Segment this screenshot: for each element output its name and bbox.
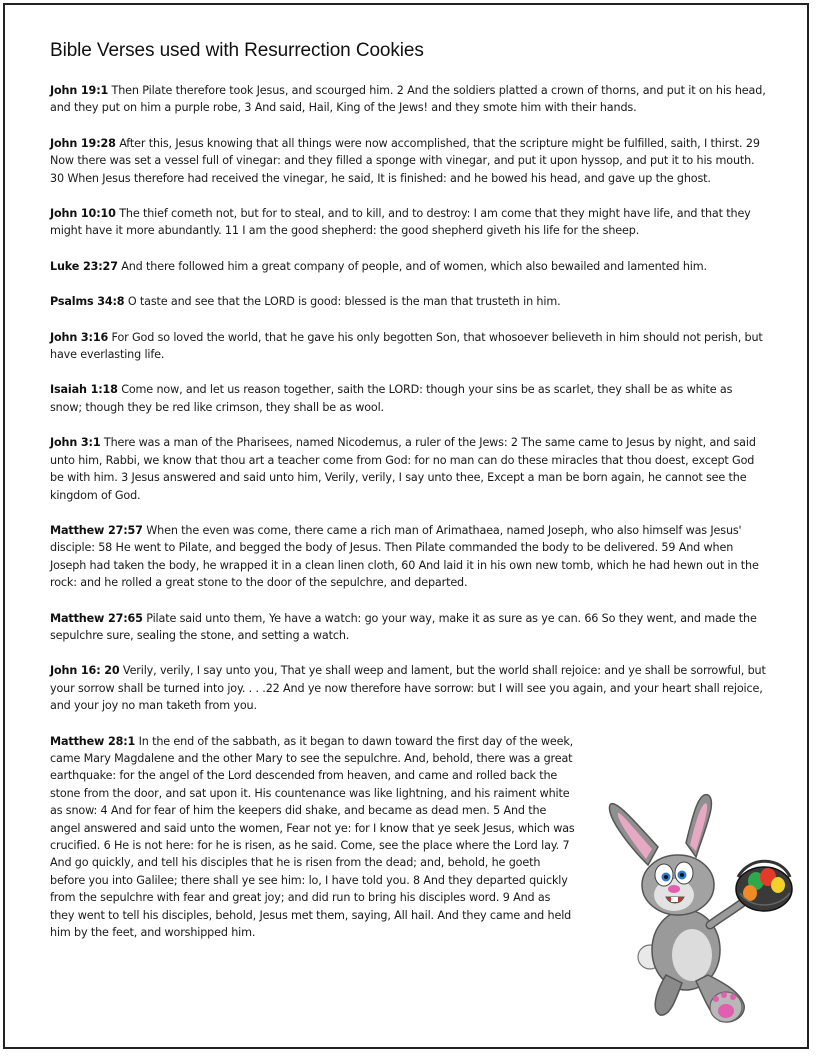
verse-isaiah-1-18 bbox=[50, 381, 766, 416]
verse-luke-23-27 bbox=[50, 258, 766, 275]
verse-reference: John 19:1 bbox=[50, 84, 109, 97]
verse-reference: John 3:1 bbox=[50, 436, 101, 450]
verse-john-19-1 bbox=[50, 82, 766, 117]
verse-text: In the end of the sabbath, as it began to dawn toward the first day of the week, came Mary Magdalene and the other Mary to see the sepulchre. And, behold, there was a great earthquake: for the angel of the Lord descended from heaven, and came and rolled back the stone from the door, and sat upon it. His countenance was like lightning, and his raiment white as snow: 4 And for fear of him the keepers did shake, and became as dead men. 5 And the angel answered and said unto the women, Fear not ye: for I know that ye seek Jesus, which was crucified. 6 He is not here: for he is risen, as he said. Come, see the place where the Lord lay. 7 And go quickly, and tell his disciples that he is risen from the dead; and, behold, he goeth before you into Galilee; there shall ye see him: lo, I have told you. 8 And they departed quickly from the sepulchre with fear and great joy; and did run to bring his disciples word. 9 And as they went to tell his disciples, behold, Jesus met them, saying, All hail. And they came and held him by the feet, and worshipped him. bbox=[50, 734, 575, 940]
verse-reference: Matthew 28:1 bbox=[50, 734, 136, 748]
verse-reference: Matthew 27:65 bbox=[50, 611, 143, 625]
verse-text: For God so loved the world, that he gave his only begotten Son, that whosoever believeth in him should not perish, but have everlasting life. bbox=[50, 330, 763, 362]
verse-john-19-28 bbox=[50, 135, 766, 187]
verse-john-10-10 bbox=[50, 205, 766, 240]
verse-reference: Luke 23:27 bbox=[50, 259, 118, 273]
verse-john-3-16 bbox=[50, 329, 766, 364]
verse-matthew-27-57 bbox=[50, 522, 766, 592]
verse-text: Come now, and let us reason together, saith the LORD: though your sins be as scarlet, they shall be as white as snow; though they be red like crimson, they shall be as wool. bbox=[50, 383, 733, 414]
verse-text: When the even was come, there came a rich man of Arimathaea, named Joseph, who also himself was Jesus' disciple: 58 He went to Pilate, and begged the body of Jesus. Then Pilate commanded the body to be delivered. 59 And when Joseph had taken the body, he wrapped it in a clean linen cloth, 60 And laid it in his own new tomb, which he had hewn out in the rock: and he rolled a great stone to the door of the sepulchre, and departed. bbox=[50, 523, 759, 590]
verse-john-3-1 bbox=[50, 434, 766, 504]
verse-psalms-34-8 bbox=[50, 293, 766, 310]
verse-text: And there followed him a great company of people, and of women, which also bewailed and lamented him. bbox=[117, 259, 707, 273]
verse-text: Pilate said unto them, Ye have a watch: go your way, make it as sure as ye can. 66 So they went, and made the sepulchre sure, sealing the stone, and setting a watch. bbox=[50, 611, 757, 642]
verse-text: Verily, verily, I say unto you, That ye shall weep and lament, but the world shall rejoice: and ye shall be sorrowful, but your sorrow shall be turned into joy. . . .22 And ye now therefore have sorrow: but I will see you again, and your heart shall rejoice, and your joy no man taketh from you. bbox=[50, 664, 766, 713]
verse-matthew-27-65 bbox=[50, 610, 766, 645]
verse-text: After this, Jesus knowing that all things were now accomplished, that the scripture might be fulfilled, saith, I thirst. 29 Now there was set a vessel full of vinegar: and they filled a sponge with vinegar, and put it upon hyssop, and put it to his mouth. 30 When Jesus therefore had received the vinegar, he said, It is finished: and he bowed his head, and gave up the ghost. bbox=[50, 136, 760, 185]
verse-reference: John 3:16 bbox=[50, 330, 109, 344]
verse-text: The thief cometh not, but for to steal, and to kill, and to destroy: I am come that they might have life, and that they might have it more abundantly. 11 I am the good shepherd: the good shepherd giveth his life for the sheep. bbox=[50, 207, 751, 238]
verse-reference: Psalms 34:8 bbox=[50, 295, 125, 309]
verse-text: Then Pilate therefore took Jesus, and scourged him. 2 And the soldiers platted a crown of thorns, and put it on his head, and they put on him a purple robe, 3 And said, Hail, King of the Jews! and they smote him with their hands. bbox=[50, 84, 766, 115]
verse-reference: Isaiah 1:18 bbox=[50, 383, 118, 397]
verse-reference: Matthew 27:57 bbox=[50, 523, 143, 537]
verse-reference: John 16: 20 bbox=[50, 664, 120, 678]
verse-reference: John 10:10 bbox=[50, 207, 116, 221]
verse-john-16-20 bbox=[50, 662, 766, 714]
verse-reference: John 19:28 bbox=[50, 136, 116, 150]
verse-matthew-28-1 bbox=[50, 733, 578, 942]
page-title: Bible Verses used with Resurrection Cookies bbox=[50, 40, 424, 61]
verse-text: There was a man of the Pharisees, named Nicodemus, a ruler of the Jews: 2 The same came to Jesus by night, and said unto him, Rabbi, we know that thou art a teacher come from God: for no man can do these miracles that thou doest, except God be with him. 3 Jesus answered and said unto him, Verily, verily, I say unto thee, Except a man be born again, he cannot see the kingdom of God. bbox=[50, 436, 756, 502]
bunny-with-easter-basket-icon bbox=[600, 785, 800, 1040]
verse-text: O taste and see that the LORD is good: blessed is the man that trusteth in him. bbox=[124, 295, 561, 309]
